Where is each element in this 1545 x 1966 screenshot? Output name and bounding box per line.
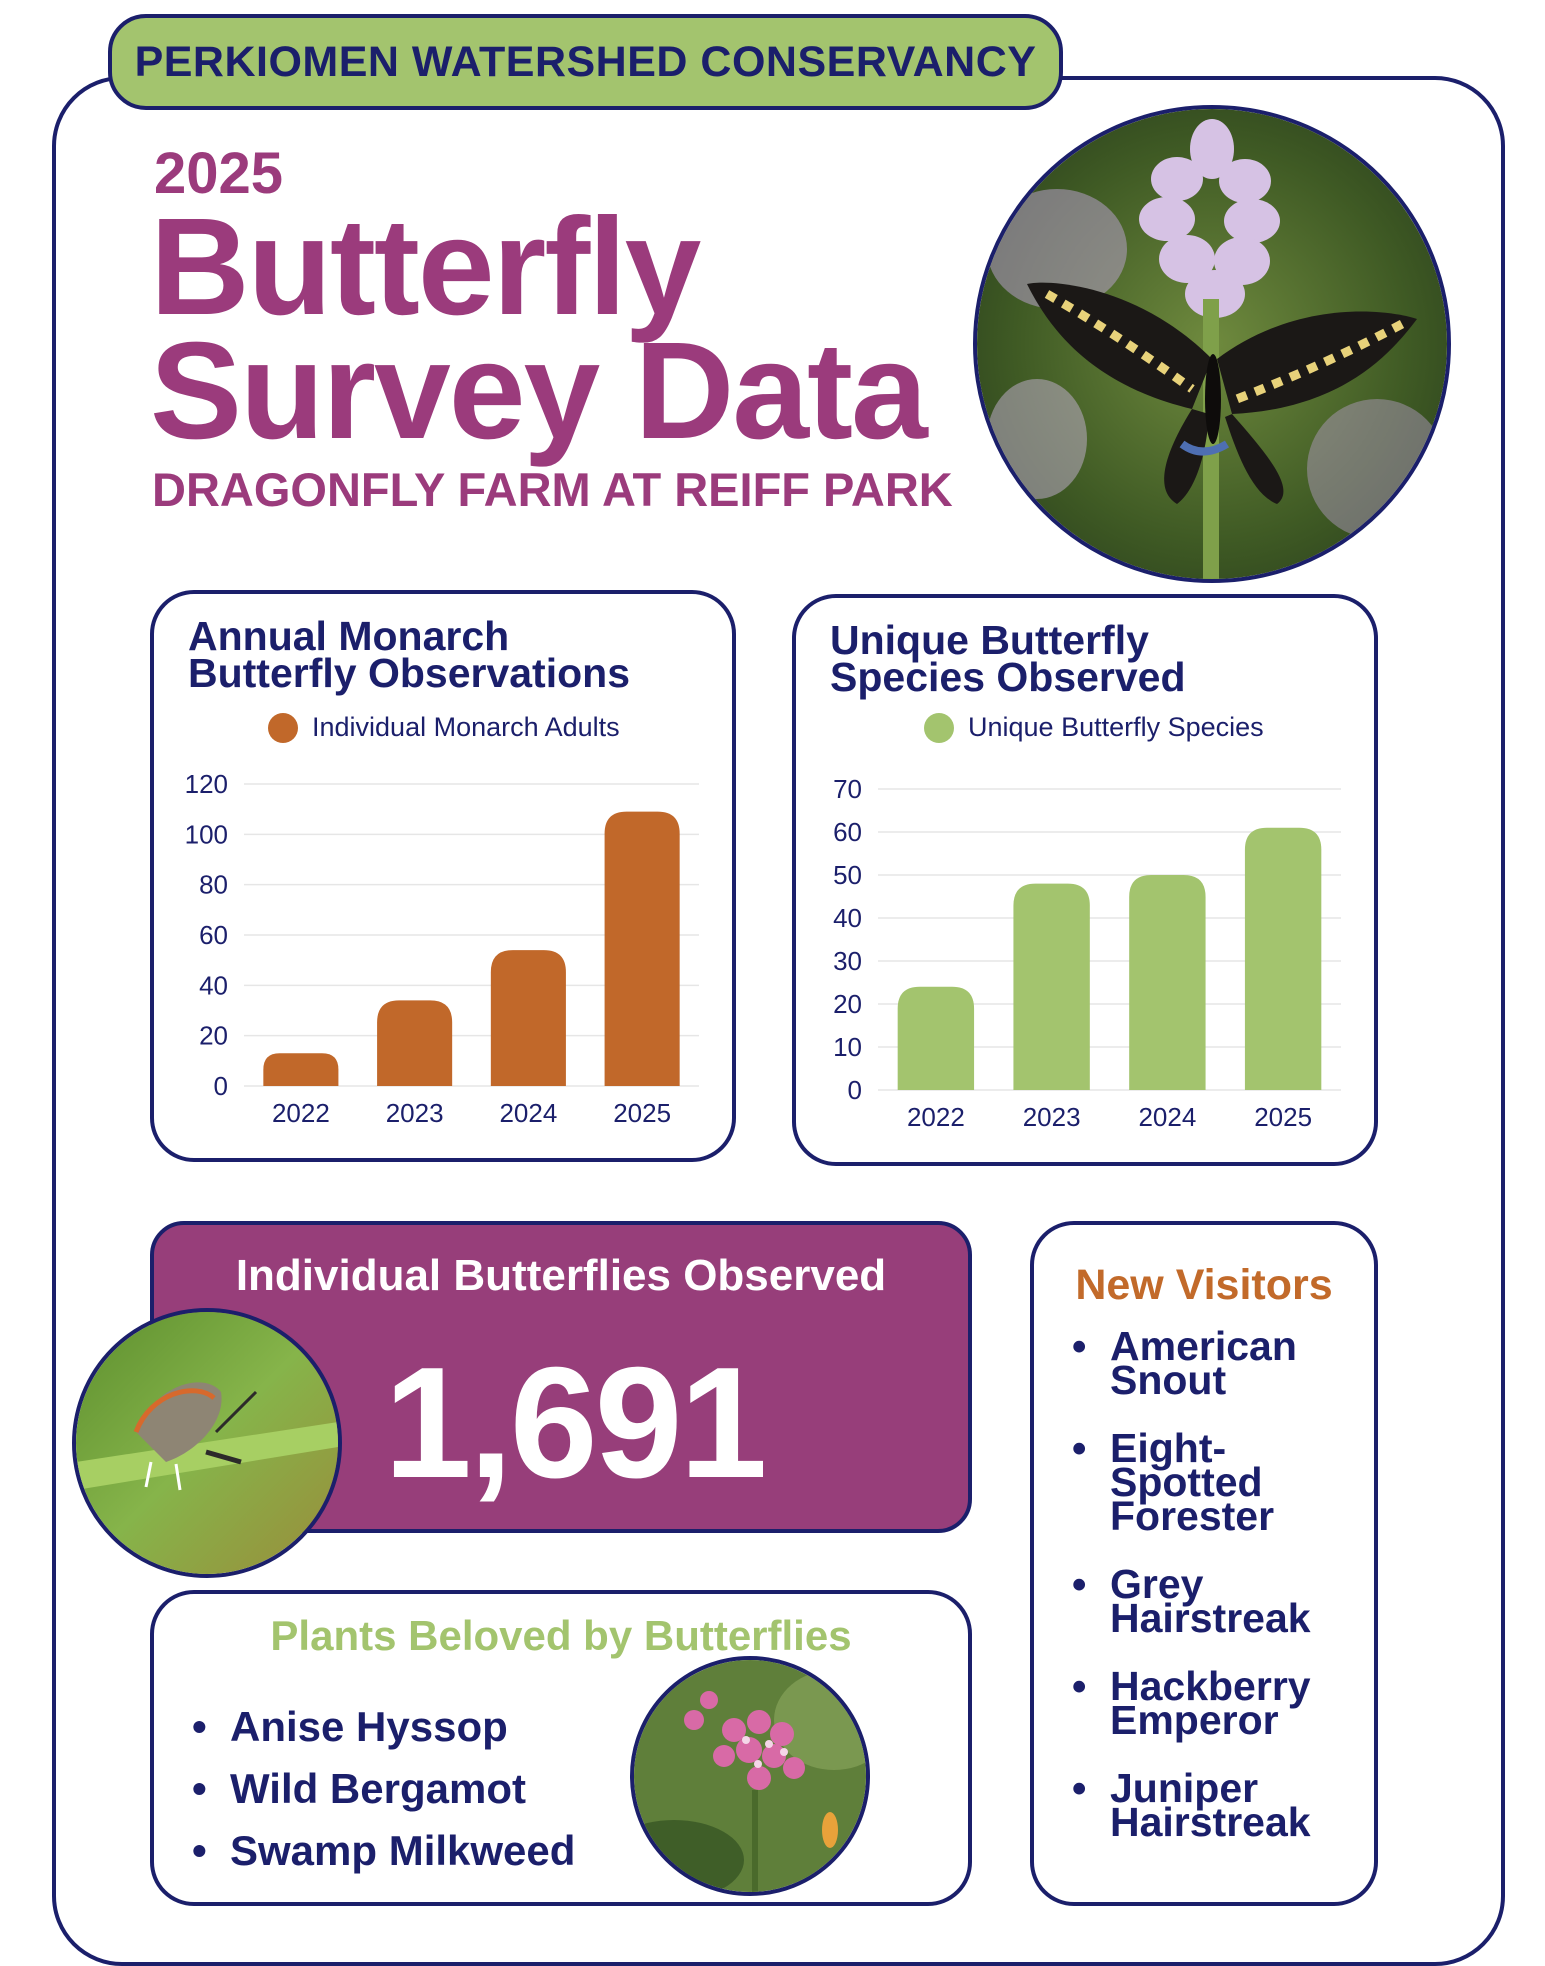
y-tick-label: 20 xyxy=(833,989,862,1019)
list-item xyxy=(1072,1323,1311,1403)
x-tick-label: 2023 xyxy=(385,1098,444,1128)
title-line-1: Butterfly xyxy=(150,190,700,344)
bullet-icon: • xyxy=(192,1703,207,1750)
bar-2024 xyxy=(1129,875,1205,1090)
list-item xyxy=(1072,1663,1311,1743)
x-tick-label: 2025 xyxy=(613,1098,672,1128)
bullet-icon: • xyxy=(1072,1765,1087,1811)
visitor-name-line: Snout xyxy=(1110,1357,1227,1403)
visitor-name-line: Hackberry xyxy=(1110,1663,1311,1709)
new-visitors-card xyxy=(1030,1221,1378,1906)
list-item xyxy=(192,1758,575,1820)
bar-2025 xyxy=(605,812,680,1086)
visitor-name-line: Juniper xyxy=(1110,1765,1259,1811)
bullet-icon: • xyxy=(1072,1323,1087,1369)
monarch-chart-title-line-2: Butterfly Observations xyxy=(188,650,630,696)
visitor-name-line: Spotted xyxy=(1110,1459,1263,1505)
bar-2022 xyxy=(898,987,974,1090)
species-bar-chart xyxy=(796,758,1374,1138)
new-visitors-list xyxy=(1072,1323,1311,1873)
x-tick-label: 2022 xyxy=(906,1102,965,1132)
organization-banner xyxy=(108,14,1063,110)
plant-name: Anise Hyssop xyxy=(230,1703,508,1750)
visitor-name-line: Eight- xyxy=(1110,1425,1227,1471)
species-chart-title xyxy=(830,617,1186,700)
visitor-name-line: American xyxy=(1110,1323,1297,1369)
monarch-chart-title-line-1: Annual Monarch xyxy=(188,613,510,659)
location-subtitle: DRAGONFLY FARM AT REIFF PARK xyxy=(152,463,953,516)
plants-title: Plants Beloved by Butterflies xyxy=(270,1612,852,1659)
y-tick-label: 70 xyxy=(833,774,862,804)
bar-2023 xyxy=(377,1000,452,1086)
list-item xyxy=(192,1696,575,1758)
monarch-chart-card xyxy=(150,590,736,1162)
total-butterflies-label: Individual Butterflies Observed xyxy=(235,1251,887,1300)
bullet-icon: • xyxy=(192,1765,207,1812)
visitor-name-line: Emperor xyxy=(1110,1697,1279,1743)
y-tick-label: 20 xyxy=(199,1020,228,1051)
bullet-icon: • xyxy=(1072,1425,1087,1471)
survey-year: 2025 xyxy=(154,141,284,206)
visitor-name-line: Hairstreak xyxy=(1110,1799,1311,1845)
y-tick-label: 40 xyxy=(199,970,228,1001)
y-tick-label: 80 xyxy=(199,869,228,900)
visitor-name-line: Grey xyxy=(1110,1561,1204,1607)
list-item xyxy=(192,1820,576,1882)
x-tick-label: 2025 xyxy=(1254,1102,1313,1132)
species-chart-card xyxy=(792,594,1378,1166)
list-item xyxy=(1072,1561,1311,1641)
y-tick-label: 10 xyxy=(833,1032,862,1062)
species-legend-swatch xyxy=(924,713,954,743)
bar-2023 xyxy=(1013,884,1089,1090)
title-line-2: Survey Data xyxy=(150,314,926,468)
list-item xyxy=(1072,1765,1311,1845)
page-title xyxy=(150,190,926,468)
x-tick-label: 2024 xyxy=(499,1098,558,1128)
y-tick-label: 100 xyxy=(184,819,228,850)
swallowtail-butterfly-photo xyxy=(973,105,1451,583)
y-tick-label: 0 xyxy=(213,1071,228,1101)
species-chart-title-line-1: Unique Butterfly xyxy=(830,617,1149,663)
new-visitors-title: New Visitors xyxy=(1075,1261,1333,1309)
swamp-milkweed-photo xyxy=(630,1656,870,1896)
y-tick-label: 30 xyxy=(833,946,862,976)
monarch-chart-legend xyxy=(268,712,620,743)
hairstreak-butterfly-photo xyxy=(72,1308,342,1578)
bullet-icon: • xyxy=(192,1827,207,1874)
bar-2025 xyxy=(1245,828,1321,1090)
list-item xyxy=(1072,1425,1311,1539)
plants-list xyxy=(192,1696,576,1882)
monarch-chart-title xyxy=(188,613,630,696)
visitor-name-line: Forester xyxy=(1110,1493,1275,1539)
x-tick-label: 2024 xyxy=(1138,1102,1197,1132)
bullet-icon: • xyxy=(1072,1663,1087,1709)
species-legend-label: Unique Butterfly Species xyxy=(968,712,1264,742)
y-tick-label: 50 xyxy=(833,860,862,890)
visitor-name-line: Hairstreak xyxy=(1110,1595,1311,1641)
plant-name: Wild Bergamot xyxy=(230,1765,526,1812)
x-tick-label: 2023 xyxy=(1022,1102,1081,1132)
total-butterflies-value: 1,691 xyxy=(384,1335,765,1511)
monarch-legend-swatch xyxy=(268,713,298,743)
organization-name: PERKIOMEN WATERSHED CONSERVANCY xyxy=(134,37,1037,86)
y-tick-label: 0 xyxy=(847,1075,862,1105)
species-chart-legend xyxy=(924,712,1264,743)
plant-name: Swamp Milkweed xyxy=(230,1827,576,1874)
y-tick-label: 60 xyxy=(199,920,228,950)
x-tick-label: 2022 xyxy=(271,1098,330,1128)
species-chart-title-line-2: Species Observed xyxy=(830,654,1186,700)
y-tick-label: 40 xyxy=(833,903,862,933)
bar-2024 xyxy=(491,950,566,1086)
bar-2022 xyxy=(263,1053,338,1086)
y-tick-label: 60 xyxy=(833,817,862,847)
bullet-icon: • xyxy=(1072,1561,1087,1607)
monarch-bar-chart xyxy=(154,754,732,1134)
monarch-legend-label: Individual Monarch Adults xyxy=(312,712,620,742)
y-tick-label: 120 xyxy=(184,769,228,799)
